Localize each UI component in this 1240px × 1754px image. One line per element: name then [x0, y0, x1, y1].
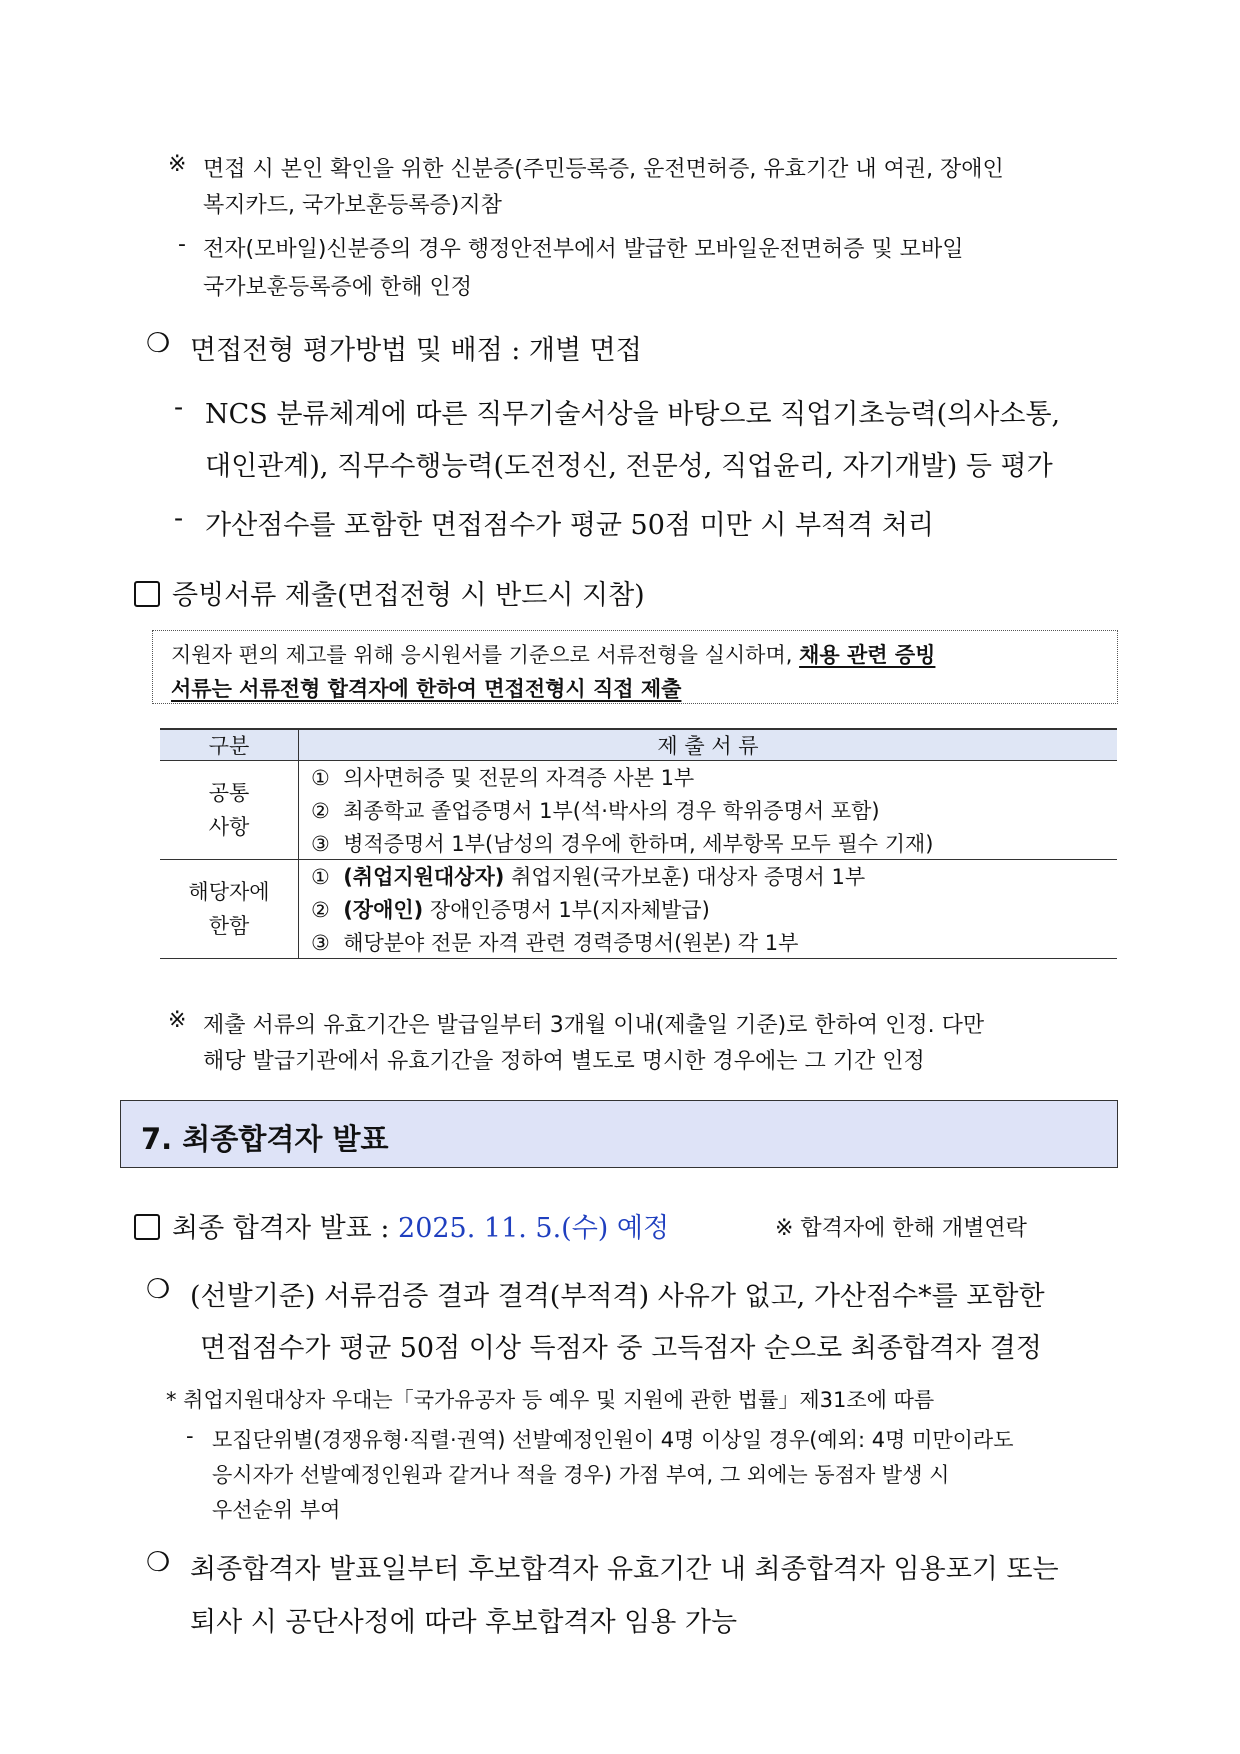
- table-header-row: [160, 729, 1117, 761]
- group-label-line: 사항: [208, 815, 250, 839]
- announce-line: [134, 1206, 669, 1245]
- ncs-line-2: 대인관계), 직무수행능력(도전정신, 전문성, 직업윤리, 자기개발) 등 평가: [205, 451, 1053, 482]
- criteria-bullet: ❍: [146, 1274, 171, 1305]
- reserve-bullet: ❍: [146, 1547, 171, 1578]
- item-text: 병적증명서 1부(남성의 경우에 한하며, 세부항목 모두 필수 기재): [343, 831, 934, 856]
- item-number: ①: [311, 865, 330, 889]
- item-text: 의사면허증 및 전문의 자격증 사본 1부: [343, 766, 695, 790]
- item-number: ③: [311, 831, 330, 856]
- validity-note-symbol: ※: [168, 1008, 187, 1033]
- documents-heading: [134, 573, 645, 612]
- notice-box: [152, 630, 1118, 704]
- notice-box-line-1-emphasis: 채용 관련 증빙: [799, 643, 936, 667]
- interview-method-text: 면접전형 평가방법 및 배점 : 개별 면접: [190, 335, 642, 366]
- item-bold-label: (취업지원대상자): [343, 865, 505, 889]
- checkbox-square-icon: [134, 1214, 160, 1240]
- bonus-line-3: 우선순위 부여: [212, 1498, 341, 1522]
- table-row: [160, 925, 1117, 959]
- table-row: [160, 860, 1117, 893]
- group-label-line: 공통: [208, 781, 250, 805]
- notice-box-line-1: [171, 639, 935, 669]
- announce-note: ※ 합격자에 한해 개별연락: [775, 1216, 1027, 1241]
- mobile-id-line-1: 전자(모바일)신분증의 경우 행정안전부에서 발급한 모바일운전면허증 및 모바일: [203, 237, 964, 262]
- table-row: [160, 793, 1117, 826]
- reserve-line-1: 최종합격자 발표일부터 후보합격자 유효기간 내 최종합격자 임용포기 또는: [190, 1554, 1059, 1585]
- item-text: 취업지원(국가보훈) 대상자 증명서 1부: [504, 865, 866, 889]
- group-label-line: 해당자에: [188, 880, 270, 904]
- ncs-line-1: NCS 분류체계에 따른 직무기술서상을 바탕으로 직업기초능력(의사소통,: [205, 399, 1061, 430]
- announce-date: 2025. 11. 5.(수) 예정: [398, 1213, 670, 1244]
- table-group-label: [160, 761, 299, 860]
- table-header-category: 구분: [160, 729, 299, 761]
- table-row: [160, 892, 1117, 925]
- notice-box-line-1-normal: 지원자 편의 제고를 위해 응시원서를 기준으로 서류전형을 실시하며,: [171, 643, 800, 667]
- item-number: ③: [311, 930, 330, 955]
- documents-heading-text: 증빙서류 제출(면접전형 시 반드시 지참): [172, 580, 645, 611]
- item-bold-label: (장애인): [343, 897, 424, 922]
- table-item: [299, 761, 1118, 794]
- reserve-line-2: 퇴사 시 공단사정에 따라 후보합격자 임용 가능: [190, 1607, 738, 1638]
- bonus-bullet: -: [186, 1424, 194, 1448]
- validity-note-line-1: 제출 서류의 유효기간은 발급일부터 3개월 이내(제출일 기준)로 한하여 인정. 다만: [203, 1013, 985, 1038]
- item-text: 해당분야 전문 자격 관련 경력증명서(원본) 각 1부: [343, 930, 799, 955]
- table-item: [299, 793, 1118, 826]
- criteria-line-1: (선발기준) 서류검증 결과 결격(부적격) 사유가 없고, 가산점수*를 포함한: [190, 1281, 1045, 1312]
- ncs-bullet: -: [174, 392, 184, 423]
- criteria-line-2: 면접점수가 평균 50점 이상 득점자 중 고득점자 순으로 최종합격자 결정: [200, 1333, 1042, 1364]
- table-item: [299, 892, 1118, 925]
- id-notice-line-1: 면접 시 본인 확인을 위한 신분증(주민등록증, 운전면허증, 유효기간 내 여권, 장애인: [203, 157, 1004, 182]
- mobile-id-bullet: -: [178, 232, 186, 257]
- table-header-documents: 제 출 서 류: [299, 729, 1118, 761]
- section-7-header: [120, 1100, 1118, 1168]
- footnote: * 취업지원대상자 우대는「국가유공자 등 예우 및 지원에 관한 법률」제31조에 따름: [166, 1388, 935, 1412]
- id-notice-line-2: 복지카드, 국가보훈등록증)지참: [203, 193, 502, 218]
- item-number: ②: [311, 897, 330, 922]
- table-row: [160, 826, 1117, 860]
- announce-label: 최종 합격자 발표 :: [172, 1213, 399, 1244]
- table-item: [299, 860, 1118, 893]
- bonus-line-1: 모집단위별(경쟁유형·직렬·권역) 선발예정인원이 4명 이상일 경우(예외: 4명 미만이라도: [212, 1428, 1014, 1452]
- checkbox-square-icon: [134, 581, 160, 607]
- validity-note-line-2: 해당 발급기관에서 유효기간을 정하여 별도로 명시한 경우에는 그 기간 인정: [203, 1049, 925, 1074]
- bonus-line-2: 응시자가 선발예정인원과 같거나 적을 경우) 가점 부여, 그 외에는 동점자 발생 시: [212, 1463, 950, 1487]
- table-item: [299, 925, 1118, 959]
- notice-box-line-2: 서류는 서류전형 합격자에 한하여 면접전형시 직접 제출: [171, 677, 682, 701]
- item-number: ②: [311, 798, 330, 823]
- table-item: [299, 826, 1118, 860]
- item-number: ①: [311, 766, 330, 790]
- id-notice-symbol: ※: [168, 152, 187, 177]
- item-text: 최종학교 졸업증명서 1부(석·박사의 경우 학위증명서 포함): [343, 798, 880, 823]
- table-group-label: [160, 860, 299, 959]
- group-label-line: 한함: [208, 914, 250, 938]
- item-text: 장애인증명서 1부(지자체발급): [423, 897, 710, 922]
- score-rule-bullet: -: [174, 503, 184, 534]
- section-7-title: 7. 최종합격자 발표: [141, 1122, 389, 1156]
- table-row: [160, 761, 1117, 794]
- mobile-id-line-2: 국가보훈등록증에 한해 인정: [203, 275, 473, 300]
- score-rule-text: 가산점수를 포함한 면접점수가 평균 50점 미만 시 부적격 처리: [205, 510, 934, 541]
- interview-method-bullet: ❍: [146, 328, 171, 359]
- documents-table: [160, 728, 1117, 959]
